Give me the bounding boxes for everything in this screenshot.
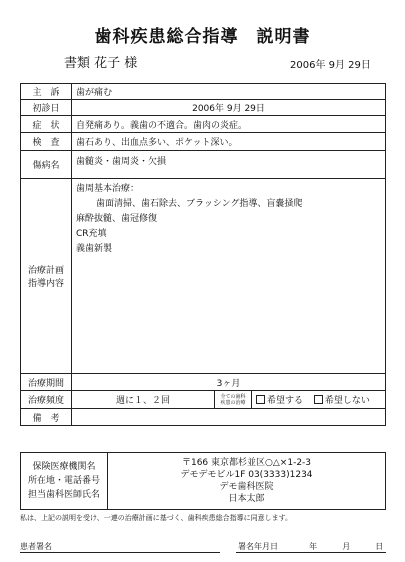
treatment-plan-content [72,179,386,374]
wish-no-option[interactable] [314,396,370,406]
remarks-label: 備 考 [21,409,72,426]
wish-no-checkbox[interactable] [314,395,323,404]
first-visit-label: 初診日 [21,100,72,116]
row-chief-complaint [21,84,386,100]
dentist-name-label: 担当歯科医師氏名 [27,490,100,500]
clinic-name: デモ歯科医院 [219,482,274,492]
symptoms-value: 自発痛あり。義歯の不適合。歯肉の炎症。 [72,116,386,133]
treatment-plan-label [21,179,72,374]
signature-date-caption: 署名年月日 [238,542,278,551]
clinic-address: 〒166 東京都杉並区○△×1-2-3 [181,458,312,468]
explanation-table [20,83,386,426]
patient-signature-line[interactable] [20,552,220,553]
row-remarks [21,409,386,426]
treatment-frequency-value: 週に１、２回 [72,391,215,409]
clinic-name-label: 保険医療機関名 [32,462,96,472]
remarks-value [72,409,386,426]
row-treatment-period [21,374,386,391]
clinic-info-table [20,452,386,510]
day-label: 日 [375,542,384,551]
clinic-labels [21,453,108,510]
clinic-details [108,453,386,510]
exam-label: 検 査 [21,133,72,151]
clinic-building-phone: デモデモビル1F 03(3333)1234 [180,470,313,480]
row-exam [21,133,386,151]
row-treatment-frequency [21,391,386,409]
treatment-plan-line: CR充填 [76,229,107,239]
all-diseases-note-line-2: 疾患の治療 [220,399,246,406]
month-label: 月 [342,542,351,551]
row-treatment-plan [21,179,386,374]
all-diseases-note-line-1: 全ての歯科 [220,393,246,400]
row-diagnosis [21,151,386,179]
exam-value: 歯石あり、出血点多い、ポケット深い。 [72,133,386,151]
treatment-plan-line: 歯面清掃、歯石除去、ブラッシング指導、盲嚢掻爬 [96,199,303,209]
row-first-visit [21,100,386,116]
wish-yes-option[interactable] [256,396,303,406]
diagnosis-value: 歯髄炎・歯周炎・欠損 [72,151,386,179]
year-label: 年 [309,542,318,551]
all-diseases-note [215,391,252,409]
treatment-frequency-label: 治療頻度 [21,391,72,409]
treatment-plan-line: 義歯新製 [76,244,113,254]
document-title: 歯科疾患総合指導 説明書 [94,27,311,47]
chief-complaint-value: 歯が痛む [72,84,386,100]
signature-date-line[interactable] [236,552,386,553]
consent-statement: 私は、上記の説明を受け、一連の治療計画に基づく、歯科疾患総合指導に同意します。 [20,514,293,522]
clinic-address-label: 所在地・電話番号 [27,476,100,486]
row-symptoms [21,116,386,133]
diagnosis-label: 傷病名 [21,151,72,179]
treatment-plan-label-line-2: 指導内容 [27,279,64,289]
treatment-plan-line: 麻酔抜髄、歯冠修復 [76,214,158,224]
patient-name: 書類 花子 様 [64,56,138,71]
treatment-plan-line: 歯周基本治療： [76,184,140,194]
treatment-period-label: 治療期間 [21,374,72,391]
wish-no-label: 希望しない [324,396,370,406]
signature-date-label [238,541,383,552]
treatment-plan-label-line-1: 治療計画 [27,266,64,276]
symptoms-label: 症 状 [21,116,72,133]
document-date: 2006年 9月 29日 [290,60,371,71]
patient-signature-label: 患者署名 [20,542,52,551]
treatment-period-value: 3ヶ月 [72,374,386,391]
first-visit-value: 2006年 9月 29日 [72,100,386,116]
chief-complaint-label: 主 訴 [21,84,72,100]
wish-yes-checkbox[interactable] [256,395,265,404]
dentist-name: 日本太郎 [228,494,265,504]
wish-yes-label: 希望する [267,396,304,406]
preference-options [252,391,386,409]
